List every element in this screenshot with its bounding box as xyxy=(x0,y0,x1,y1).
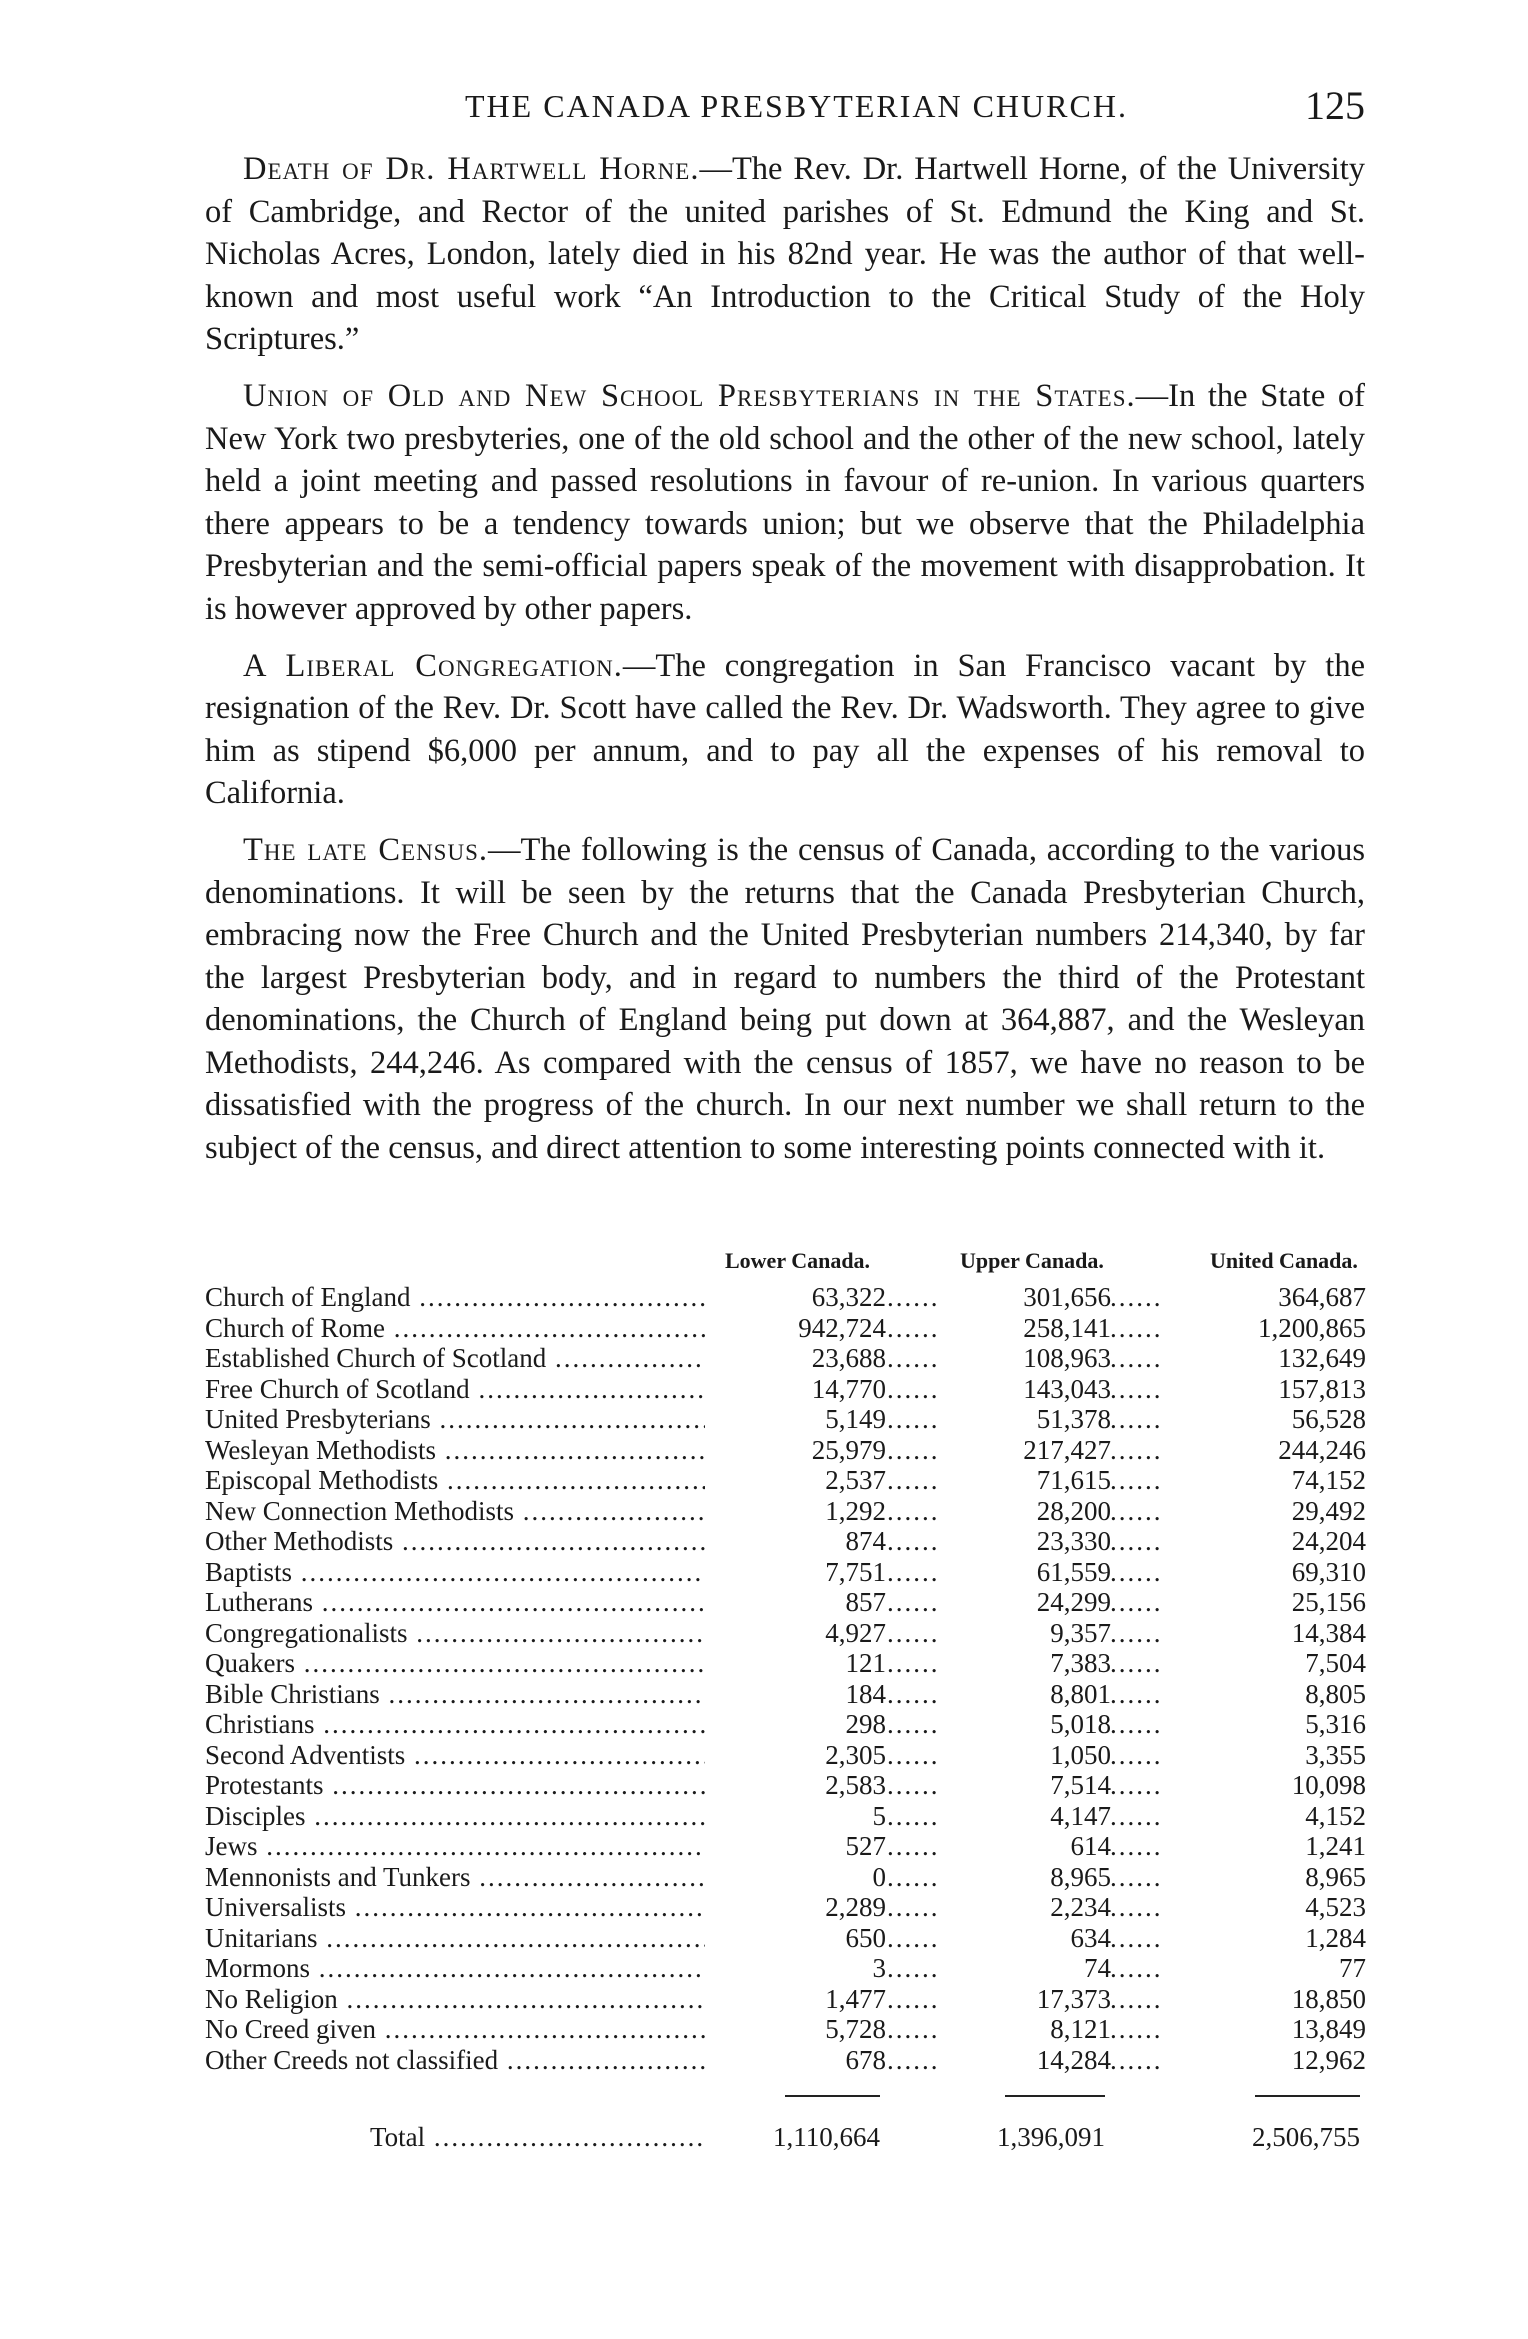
upper-canada-value: 301,656 xyxy=(960,1282,1111,1313)
dot-leader: ...... xyxy=(887,1800,940,1831)
dot-leader: ...... xyxy=(1110,1892,1163,1922)
dot-leader: ...... xyxy=(887,1983,940,2014)
denomination-name: Other Creeds not classified ..... xyxy=(205,2045,745,2076)
table-row xyxy=(205,1618,1385,1649)
denomination-name: Wesleyan Methodists ..... xyxy=(205,1435,745,1466)
upper-canada-value: 8,121 xyxy=(960,2014,1111,2045)
upper-canada-value: 23,330 xyxy=(960,1526,1111,1557)
upper-canada-value: 7,514 xyxy=(960,1770,1111,1801)
column-header-upper-canada: Upper Canada. xyxy=(960,1248,1104,1273)
lower-canada-value: 298 xyxy=(705,1709,886,1740)
denomination-name: Universalists ..... xyxy=(205,1892,745,1923)
upper-canada-value: 634 xyxy=(960,1923,1111,1954)
dot-leader: ...... xyxy=(887,1404,940,1434)
page-header xyxy=(205,78,1365,134)
paragraph-heading: A Liberal Congregation. xyxy=(243,647,623,684)
table-row xyxy=(205,1740,1385,1771)
united-canada-value: 13,849 xyxy=(1195,2014,1366,2045)
running-title: THE CANADA PRESBYTERIAN CHURCH. xyxy=(465,88,1128,124)
united-canada-value: 25,156 xyxy=(1195,1587,1366,1618)
table-row xyxy=(205,1343,1385,1374)
rule-united xyxy=(1255,2095,1360,2097)
dot-leader: ...... xyxy=(887,1617,940,1648)
dot-leader: ...... xyxy=(1110,1556,1163,1587)
dot-leader: ...... xyxy=(1110,1526,1163,1556)
paragraph-late-census xyxy=(205,829,1365,1170)
dot-leader: ...... xyxy=(1110,1617,1163,1648)
dot-leader: ...... xyxy=(1110,1800,1163,1831)
united-canada-value: 3,355 xyxy=(1195,1740,1366,1771)
lower-canada-value: 5 xyxy=(705,1801,886,1832)
dot-leader: ...... xyxy=(1110,1587,1163,1617)
table-row xyxy=(205,1892,1385,1923)
lower-canada-value: 25,979 xyxy=(705,1435,886,1466)
upper-canada-value: 61,559 xyxy=(960,1557,1111,1588)
upper-canada-value: 24,299 xyxy=(960,1587,1111,1618)
dot-leader: ...... xyxy=(887,1556,940,1587)
upper-canada-value: 8,965 xyxy=(960,1862,1111,1893)
upper-canada-value: 258,141 xyxy=(960,1313,1111,1344)
lower-canada-value: 1,292 xyxy=(705,1496,886,1527)
dot-leader: ...... xyxy=(887,1953,940,1983)
denomination-name: Bible Christians ..... xyxy=(205,1679,745,1710)
denomination-name: Free Church of Scotland ..... xyxy=(205,1374,745,1405)
united-canada-value: 1,284 xyxy=(1195,1923,1366,1954)
dot-leader: ...... xyxy=(887,1282,940,1312)
upper-canada-value: 2,234 xyxy=(960,1892,1111,1923)
census-table xyxy=(205,1248,1385,2159)
upper-canada-value: 5,018 xyxy=(960,1709,1111,1740)
table-row xyxy=(205,1862,1385,1893)
lower-canada-value: 874 xyxy=(705,1526,886,1557)
table-row xyxy=(205,1770,1385,1801)
table-row xyxy=(205,1526,1385,1557)
dot-leader: ...... xyxy=(1110,1343,1163,1373)
paragraph-hartwell-horne xyxy=(205,148,1365,361)
paragraph-text: —The Rev. Dr. Hartwell Horne, of the University of Cambridge, and Rector of the united parishes of St. Edmund the King and St. Nicholas Acres, London, lately died in his 82nd year. He was the author of that well-known and most useful work “An Introduction to the Critical Study of the Holy Scriptures.” xyxy=(205,151,1366,358)
table-row xyxy=(205,1465,1385,1496)
census-table-header xyxy=(205,1248,1385,1282)
united-canada-value: 244,246 xyxy=(1195,1435,1366,1466)
united-canada-value: 12,962 xyxy=(1195,2045,1366,2076)
united-canada-value: 77 xyxy=(1195,1953,1366,1984)
dot-leader: ...... xyxy=(1110,1404,1163,1434)
lower-canada-value: 527 xyxy=(705,1831,886,1862)
united-canada-value: 18,850 xyxy=(1195,1984,1366,2015)
dot-leader: ...... xyxy=(1110,2044,1163,2075)
denomination-name: No Creed given ..... xyxy=(205,2014,745,2045)
table-row xyxy=(205,2045,1385,2076)
table-row xyxy=(205,1648,1385,1679)
dot-leader: ...... xyxy=(1110,1953,1163,1983)
dot-leader: ...... xyxy=(1110,1312,1163,1343)
upper-canada-value: 1,050 xyxy=(960,1740,1111,1771)
dot-leader: ...... xyxy=(887,1831,940,1861)
lower-canada-value: 2,537 xyxy=(705,1465,886,1496)
upper-canada-value: 108,963 xyxy=(960,1343,1111,1374)
dot-leader: ...... xyxy=(1110,1678,1163,1709)
dot-leader: ...... xyxy=(1110,1770,1163,1800)
lower-canada-value: 14,770 xyxy=(705,1374,886,1405)
united-canada-value: 24,204 xyxy=(1195,1526,1366,1557)
table-row xyxy=(205,1801,1385,1832)
denomination-name: New Connection Methodists ..... xyxy=(205,1496,745,1527)
table-row xyxy=(205,1557,1385,1588)
table-row xyxy=(205,1984,1385,2015)
united-canada-value: 5,316 xyxy=(1195,1709,1366,1740)
denomination-name: Episcopal Methodists ..... xyxy=(205,1465,745,1496)
united-canada-value: 56,528 xyxy=(1195,1404,1366,1435)
dot-leader: ...... xyxy=(887,1587,940,1617)
denomination-name: Unitarians ..... xyxy=(205,1923,745,1954)
paragraph-heading: The late Census. xyxy=(243,831,488,868)
dot-leader: ...... xyxy=(1110,1434,1163,1465)
lower-canada-value: 3 xyxy=(705,1953,886,1984)
dot-leader: ...... xyxy=(887,1861,940,1892)
united-canada-value: 8,965 xyxy=(1195,1862,1366,1893)
denomination-name: Protestants ..... xyxy=(205,1770,745,1801)
dot-leader: ...... xyxy=(887,1739,940,1770)
dot-leader: ...... xyxy=(1110,1709,1163,1739)
table-row xyxy=(205,1282,1385,1313)
denomination-name: Second Adventists ..... xyxy=(205,1740,745,1771)
table-row xyxy=(205,1587,1385,1618)
dot-leader: ...... xyxy=(887,1770,940,1800)
column-header-united-canada: United Canada. xyxy=(1210,1248,1358,1273)
total-upper: 1,396,091 xyxy=(997,2122,1105,2152)
upper-canada-value: 51,378 xyxy=(960,1404,1111,1435)
table-row xyxy=(205,1435,1385,1466)
dot-leader: ...... xyxy=(1110,1739,1163,1770)
denomination-name: Quakers ..... xyxy=(205,1648,745,1679)
united-canada-value: 364,687 xyxy=(1195,1282,1366,1313)
table-row xyxy=(205,1313,1385,1344)
lower-canada-value: 2,583 xyxy=(705,1770,886,1801)
united-canada-value: 69,310 xyxy=(1195,1557,1366,1588)
dot-leader: ...... xyxy=(887,1434,940,1465)
table-row xyxy=(205,1831,1385,1862)
table-row xyxy=(205,1953,1385,1984)
paragraph-heading: Death of Dr. Hartwell Horne. xyxy=(243,151,700,187)
united-canada-value: 1,200,865 xyxy=(1195,1313,1366,1344)
denomination-name: Other Methodists ..... xyxy=(205,1526,745,1557)
dot-leader: ...... xyxy=(1110,1465,1163,1495)
denomination-name: Jews ..... xyxy=(205,1831,745,1862)
upper-canada-value: 71,615 xyxy=(960,1465,1111,1496)
dot-leader: ...... xyxy=(887,1495,940,1526)
dot-leader: ...... xyxy=(1110,1922,1163,1953)
lower-canada-value: 7,751 xyxy=(705,1557,886,1588)
dot-leader: ...... xyxy=(1110,1983,1163,2014)
dot-leader: ...... xyxy=(1110,1648,1163,1678)
dot-leader: ...... xyxy=(887,1465,940,1495)
denomination-name: Church of England ..... xyxy=(205,1282,745,1313)
upper-canada-value: 614 xyxy=(960,1831,1111,1862)
rule-upper xyxy=(1005,2095,1105,2097)
united-canada-value: 10,098 xyxy=(1195,1770,1366,1801)
dot-leader: ...... xyxy=(887,2014,940,2044)
denomination-name: Lutherans ..... xyxy=(205,1587,745,1618)
upper-canada-value: 14,284 xyxy=(960,2045,1111,2076)
dot-leader: ...... xyxy=(887,1709,940,1739)
page-number: 125 xyxy=(1305,83,1365,128)
paragraph-union-presbyterians xyxy=(205,375,1365,631)
table-row xyxy=(205,1404,1385,1435)
united-canada-value: 74,152 xyxy=(1195,1465,1366,1496)
rule-lower xyxy=(785,2095,880,2097)
census-table-body xyxy=(205,1282,1385,2075)
denomination-name: Disciples ..... xyxy=(205,1801,745,1832)
united-canada-value: 7,504 xyxy=(1195,1648,1366,1679)
lower-canada-value: 2,305 xyxy=(705,1740,886,1771)
dot-leader: ...... xyxy=(887,1373,940,1404)
paragraph-liberal-congregation xyxy=(205,645,1365,815)
denomination-name: Baptists ..... xyxy=(205,1557,745,1588)
table-row xyxy=(205,1709,1385,1740)
table-row xyxy=(205,2014,1385,2045)
dot-leader: ...... xyxy=(887,1648,940,1678)
table-row xyxy=(205,1923,1385,1954)
lower-canada-value: 63,322 xyxy=(705,1282,886,1313)
lower-canada-value: 4,927 xyxy=(705,1618,886,1649)
paragraph-text: —In the State of New York two presbyteries, one of the old school and the other of the new school, lately held a joint meeting and passed resolutions in favour of re-union. In various quarters there appears to be a tendency towards union; but we observe that the Philadelphia Presbyterian and the semi-official papers speak of the movement with disapprobation. It is however approved by other papers. xyxy=(205,377,1365,627)
dot-leader: ...... xyxy=(887,1922,940,1953)
upper-canada-value: 9,357 xyxy=(960,1618,1111,1649)
lower-canada-value: 5,149 xyxy=(705,1404,886,1435)
united-canada-value: 14,384 xyxy=(1195,1618,1366,1649)
united-canada-value: 8,805 xyxy=(1195,1679,1366,1710)
paragraph-text: —The congregation in San Francisco vacant by the resignation of the Rev. Dr. Scott have called the Rev. Dr. Wadsworth. They agree to give him as stipend $6,000 per annum, and to pay all the expenses of his removal to California. xyxy=(205,647,1365,812)
dot-leader: ...... xyxy=(1110,1373,1163,1404)
total-label: Total ..... xyxy=(370,2115,730,2159)
lower-canada-value: 678 xyxy=(705,2045,886,2076)
dot-leader: ...... xyxy=(887,1678,940,1709)
upper-canada-value: 74 xyxy=(960,1953,1111,1984)
article-body xyxy=(205,148,1365,1184)
united-canada-value: 157,813 xyxy=(1195,1374,1366,1405)
upper-canada-value: 4,147 xyxy=(960,1801,1111,1832)
denomination-name: United Presbyterians ..... xyxy=(205,1404,745,1435)
dot-leader: ...... xyxy=(1110,1831,1163,1861)
united-canada-value: 29,492 xyxy=(1195,1496,1366,1527)
paragraph-heading: Union of Old and New School Presbyterians in the States. xyxy=(243,377,1136,414)
united-canada-value: 4,523 xyxy=(1195,1892,1366,1923)
table-row xyxy=(205,1496,1385,1527)
denomination-name: Christians ..... xyxy=(205,1709,745,1740)
dot-leader: ...... xyxy=(887,1343,940,1373)
dot-leader: ...... xyxy=(887,1892,940,1922)
united-canada-value: 132,649 xyxy=(1195,1343,1366,1374)
lower-canada-value: 857 xyxy=(705,1587,886,1618)
upper-canada-value: 8,801 xyxy=(960,1679,1111,1710)
table-row xyxy=(205,1679,1385,1710)
denomination-name: Congregationalists ..... xyxy=(205,1618,745,1649)
total-rules xyxy=(205,2075,1385,2115)
denomination-name: Church of Rome ..... xyxy=(205,1313,745,1344)
census-total-row xyxy=(205,2115,1385,2159)
lower-canada-value: 942,724 xyxy=(705,1313,886,1344)
denomination-name: Established Church of Scotland ..... xyxy=(205,1343,745,1374)
lower-canada-value: 184 xyxy=(705,1679,886,1710)
upper-canada-value: 143,043 xyxy=(960,1374,1111,1405)
lower-canada-value: 1,477 xyxy=(705,1984,886,2015)
upper-canada-value: 217,427 xyxy=(960,1435,1111,1466)
paragraph-text: —The following is the census of Canada, according to the various denominations. It will be seen by the returns that the Canada Presbyterian Church, embracing now the Free Church and the United Presbyterian numbers 214,340, by far the largest Presbyterian body, and in regard to numbers the third of the Protestant denominations, the Church of England being put down at 364,887, and the Wesleyan Methodists, 244,246. As compared with the census of 1857, we have no reason to be dissatisfied with the progress of the church. In our next number we shall return to the subject of the census, and direct attention to some interesting points connected with it. xyxy=(205,831,1365,1167)
upper-canada-value: 17,373 xyxy=(960,1984,1111,2015)
lower-canada-value: 23,688 xyxy=(705,1343,886,1374)
lower-canada-value: 650 xyxy=(705,1923,886,1954)
denomination-name: Mormons ..... xyxy=(205,1953,745,1984)
lower-canada-value: 5,728 xyxy=(705,2014,886,2045)
lower-canada-value: 121 xyxy=(705,1648,886,1679)
dot-leader: ...... xyxy=(887,1526,940,1556)
upper-canada-value: 28,200 xyxy=(960,1496,1111,1527)
total-united: 2,506,755 xyxy=(1252,2122,1360,2152)
table-row xyxy=(205,1374,1385,1405)
united-canada-value: 1,241 xyxy=(1195,1831,1366,1862)
dot-leader: ...... xyxy=(887,2044,940,2075)
dot-leader: ...... xyxy=(1110,1282,1163,1312)
denomination-name: No Religion ..... xyxy=(205,1984,745,2015)
united-canada-value: 4,152 xyxy=(1195,1801,1366,1832)
dot-leader: ...... xyxy=(1110,2014,1163,2044)
total-lower: 1,110,664 xyxy=(705,2115,880,2159)
dot-leader: ...... xyxy=(1110,1495,1163,1526)
column-header-lower-canada: Lower Canada. xyxy=(725,1248,871,1273)
denomination-name: Mennonists and Tunkers ..... xyxy=(205,1862,745,1893)
dot-leader: ...... xyxy=(1110,1861,1163,1892)
upper-canada-value: 7,383 xyxy=(960,1648,1111,1679)
lower-canada-value: 0 xyxy=(705,1862,886,1893)
lower-canada-value: 2,289 xyxy=(705,1892,886,1923)
dot-leader: ...... xyxy=(887,1312,940,1343)
